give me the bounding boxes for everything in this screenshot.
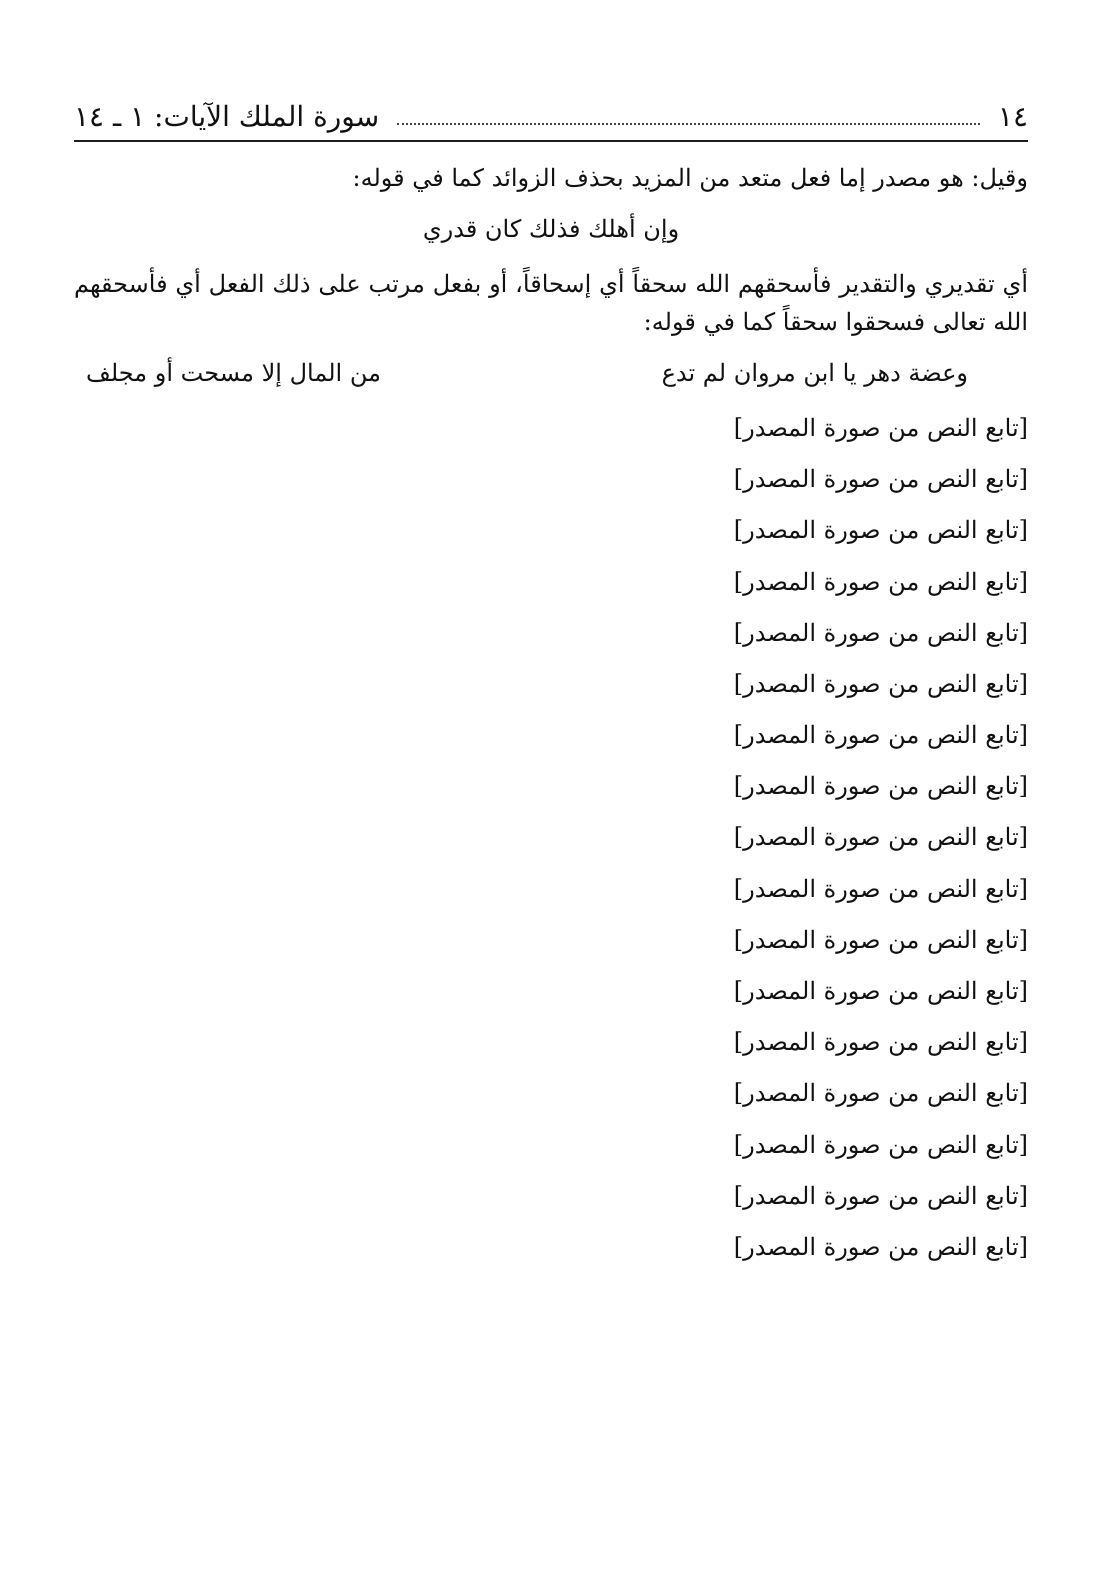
paragraph-16: [تابع النص من صورة المصدر] [733,1079,1028,1108]
poetry-line [74,355,1028,392]
verse-centered: وإن أهلك فذلك كان قدري [422,215,680,244]
paragraph-12: [تابع النص من صورة المصدر] [733,874,1028,903]
poetry-left-hemistich: من المال إلا مسحت أو مجلف [86,358,381,387]
paragraph-14: [تابع النص من صورة المصدر] [733,977,1028,1005]
paragraph-7: [تابع النص من صورة المصدر] [733,618,1028,647]
paragraph-6: [تابع النص من صورة المصدر] [733,567,1028,596]
paragraph-15: [تابع النص من صورة المصدر] [733,1028,1028,1057]
paragraph-5: [تابع النص من صورة المصدر] [733,516,1028,545]
paragraph-9: [تابع النص من صورة المصدر] [733,721,1028,750]
paragraph-3: [تابع النص من صورة المصدر] [733,413,1028,442]
paragraph-2: أي تقديري والتقدير فأسحقهم الله سحقاً أي إسحاقاً، أو بفعل مرتب على ذلك الفعل أي فأسحقهم الله تعالى فسحقوا سحقاً كما في قوله: [74,270,1028,336]
header-leader-dots [397,123,980,125]
page-number: ١٤ [997,100,1028,133]
chapter-title: سورة الملك الآيات: ١ ـ ١٤ [74,100,380,133]
paragraph-10: [تابع النص من صورة المصدر] [733,772,1028,801]
paragraph-4: [تابع النص من صورة المصدر] [733,465,1028,494]
poetry-right-hemistich: وعضة دهر يا ابن مروان لم تدع [661,358,968,387]
page-header [74,94,1028,142]
page-body [74,160,1028,1541]
paragraph-8: [تابع النص من صورة المصدر] [733,669,1028,698]
paragraph-19: [تابع النص من صورة المصدر] [733,1232,1028,1261]
paragraph-1: وقيل: هو مصدر إما فعل متعد من المزيد بحذف الزوائد كما في قوله: [352,164,1028,192]
paragraph-11: [تابع النص من صورة المصدر] [733,823,1028,852]
paragraph-18: [تابع النص من صورة المصدر] [733,1181,1028,1210]
paragraph-17: [تابع النص من صورة المصدر] [733,1130,1028,1159]
paragraph-13: [تابع النص من صورة المصدر] [733,925,1028,954]
